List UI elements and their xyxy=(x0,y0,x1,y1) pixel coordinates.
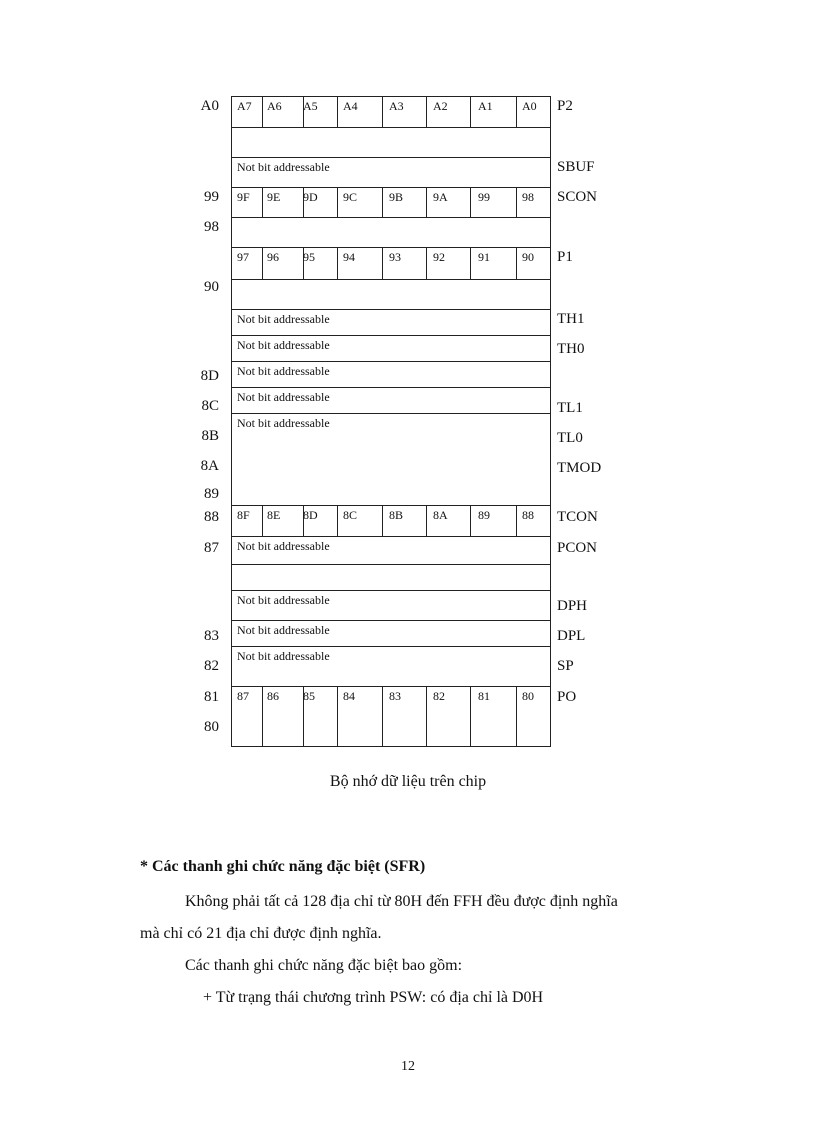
not-bit-addressable-note: Not bit addressable xyxy=(237,390,330,404)
not-bit-addressable-note: Not bit addressable xyxy=(237,416,330,430)
bit-address-cell: 9A xyxy=(433,190,448,204)
bit-address-cell: 86 xyxy=(267,689,279,703)
bit-column-divider xyxy=(470,505,471,536)
bit-address-cell: 8C xyxy=(343,508,358,522)
bit-column-divider xyxy=(470,96,471,127)
row-divider xyxy=(231,247,551,248)
bit-address-cell: 82 xyxy=(433,689,445,703)
register-name: SCON xyxy=(557,189,598,205)
bit-address-cell: 95 xyxy=(303,250,315,264)
bit-address-cell: A0 xyxy=(522,99,537,113)
bit-column-divider xyxy=(262,505,263,536)
bit-column-divider xyxy=(426,187,427,217)
row-divider xyxy=(231,646,551,647)
bit-column-divider xyxy=(382,505,383,536)
bit-column-divider xyxy=(426,505,427,536)
bullet-item: + Từ trạng thái chương trình PSW: có địa chỉ là D0H xyxy=(203,989,544,1006)
row-divider xyxy=(231,387,551,388)
bit-column-divider xyxy=(262,96,263,127)
not-bit-addressable-note: Not bit addressable xyxy=(237,364,330,378)
address-label: 90 xyxy=(204,279,219,295)
bit-address-cell: 89 xyxy=(478,508,490,522)
address-label: 8C xyxy=(201,398,219,414)
bit-column-divider xyxy=(516,96,517,127)
bit-address-cell: 9E xyxy=(267,190,281,204)
bit-address-cell: 90 xyxy=(522,250,534,264)
row-divider xyxy=(231,127,551,128)
bit-address-cell: 80 xyxy=(522,689,534,703)
table-left-border xyxy=(231,96,232,746)
bit-address-cell: 85 xyxy=(303,689,315,703)
register-name: PCON xyxy=(557,540,598,556)
not-bit-addressable-note: Not bit addressable xyxy=(237,338,330,352)
bit-address-cell: 8E xyxy=(267,508,281,522)
bit-address-cell: 93 xyxy=(389,250,401,264)
paragraph-line-2: mà chỉ có 21 địa chỉ được định nghĩa. xyxy=(140,925,382,942)
bit-address-cell: 96 xyxy=(267,250,279,264)
bit-address-cell: A1 xyxy=(478,99,493,113)
bit-address-cell: 94 xyxy=(343,250,355,264)
register-name: TL1 xyxy=(557,400,583,416)
row-divider xyxy=(231,361,551,362)
register-name: TCON xyxy=(557,509,598,525)
bit-column-divider xyxy=(426,686,427,746)
bit-address-cell: 8A xyxy=(433,508,448,522)
row-divider xyxy=(231,620,551,621)
bit-address-cell: 9F xyxy=(237,190,250,204)
bit-address-cell: 87 xyxy=(237,689,249,703)
not-bit-addressable-note: Not bit addressable xyxy=(237,312,330,326)
bit-column-divider xyxy=(382,96,383,127)
bit-address-cell: 8B xyxy=(389,508,404,522)
bit-address-cell: 92 xyxy=(433,250,445,264)
address-label: 99 xyxy=(204,189,219,205)
row-divider xyxy=(231,564,551,565)
bit-address-cell: 88 xyxy=(522,508,534,522)
register-name: SP xyxy=(557,658,574,674)
bit-address-cell: 81 xyxy=(478,689,490,703)
address-label: 8D xyxy=(200,368,219,384)
bit-address-cell: A3 xyxy=(389,99,404,113)
address-label: 89 xyxy=(204,486,219,502)
register-name: P2 xyxy=(557,98,573,114)
row-divider xyxy=(231,187,551,188)
table-right-border xyxy=(550,96,551,746)
figure-caption: Bộ nhớ dữ liệu trên chip xyxy=(329,773,487,790)
register-name: DPH xyxy=(557,598,588,614)
bit-address-cell: 9C xyxy=(343,190,358,204)
bit-column-divider xyxy=(426,247,427,279)
register-name: TL0 xyxy=(557,430,583,446)
bit-column-divider xyxy=(470,247,471,279)
register-name: P1 xyxy=(557,249,573,265)
register-name: DPL xyxy=(557,628,586,644)
section-heading: * Các thanh ghi chức năng đặc biệt (SFR) xyxy=(140,858,426,875)
row-divider xyxy=(231,413,551,414)
bit-column-divider xyxy=(382,686,383,746)
address-label: 98 xyxy=(204,219,219,235)
register-name: PO xyxy=(557,689,577,705)
bit-column-divider xyxy=(337,187,338,217)
address-label: 83 xyxy=(204,628,219,644)
address-label: 80 xyxy=(204,719,219,735)
bit-column-divider xyxy=(426,96,427,127)
register-name: TH1 xyxy=(557,311,585,327)
bit-address-cell: A6 xyxy=(267,99,282,113)
bit-address-cell: 99 xyxy=(478,190,490,204)
bit-address-cell: 91 xyxy=(478,250,490,264)
address-label: 8A xyxy=(200,458,219,474)
bit-column-divider xyxy=(470,686,471,746)
bit-column-divider xyxy=(337,505,338,536)
bit-address-cell: 84 xyxy=(343,689,355,703)
address-label: 8B xyxy=(201,428,219,444)
bit-column-divider xyxy=(262,247,263,279)
row-divider xyxy=(231,309,551,310)
row-divider xyxy=(231,536,551,537)
address-label: 81 xyxy=(204,689,219,705)
bit-column-divider xyxy=(382,187,383,217)
address-label: A0 xyxy=(200,98,219,114)
not-bit-addressable-note: Not bit addressable xyxy=(237,649,330,663)
bit-address-cell: A5 xyxy=(303,99,318,113)
address-label: 82 xyxy=(204,658,219,674)
bit-column-divider xyxy=(337,686,338,746)
not-bit-addressable-note: Not bit addressable xyxy=(237,160,330,174)
bit-address-cell: A2 xyxy=(433,99,448,113)
bit-column-divider xyxy=(262,187,263,217)
row-divider xyxy=(231,746,551,747)
row-divider xyxy=(231,590,551,591)
address-label: 87 xyxy=(204,540,219,556)
not-bit-addressable-note: Not bit addressable xyxy=(237,623,330,637)
bit-address-cell: 8D xyxy=(303,508,318,522)
bit-column-divider xyxy=(516,505,517,536)
bit-column-divider xyxy=(262,686,263,746)
bit-column-divider xyxy=(516,187,517,217)
row-divider xyxy=(231,157,551,158)
bit-address-cell: 9B xyxy=(389,190,404,204)
bit-address-cell: 98 xyxy=(522,190,534,204)
paragraph-intro: Các thanh ghi chức năng đặc biệt bao gồm: xyxy=(185,957,463,974)
bit-address-cell: A7 xyxy=(237,99,252,113)
register-name: SBUF xyxy=(557,159,595,175)
not-bit-addressable-note: Not bit addressable xyxy=(237,539,330,553)
bit-column-divider xyxy=(470,187,471,217)
bit-address-cell: A4 xyxy=(343,99,358,113)
bit-address-cell: 97 xyxy=(237,250,249,264)
row-divider xyxy=(231,335,551,336)
bit-column-divider xyxy=(337,247,338,279)
row-divider xyxy=(231,686,551,687)
bit-column-divider xyxy=(516,686,517,746)
register-name: TMOD xyxy=(557,460,602,476)
row-divider xyxy=(231,217,551,218)
bit-column-divider xyxy=(337,96,338,127)
bit-column-divider xyxy=(516,247,517,279)
row-divider xyxy=(231,505,551,506)
row-divider xyxy=(231,279,551,280)
bit-address-cell: 83 xyxy=(389,689,401,703)
bit-column-divider xyxy=(382,247,383,279)
bit-address-cell: 8F xyxy=(237,508,250,522)
register-name: TH0 xyxy=(557,341,585,357)
bit-address-cell: 9D xyxy=(303,190,318,204)
paragraph-line-1: Không phải tất cả 128 địa chỉ từ 80H đến FFH đều được định nghĩa xyxy=(185,893,618,910)
row-divider xyxy=(231,96,551,97)
address-label: 88 xyxy=(204,509,219,525)
not-bit-addressable-note: Not bit addressable xyxy=(237,593,330,607)
page-number: 12 xyxy=(401,1059,415,1074)
